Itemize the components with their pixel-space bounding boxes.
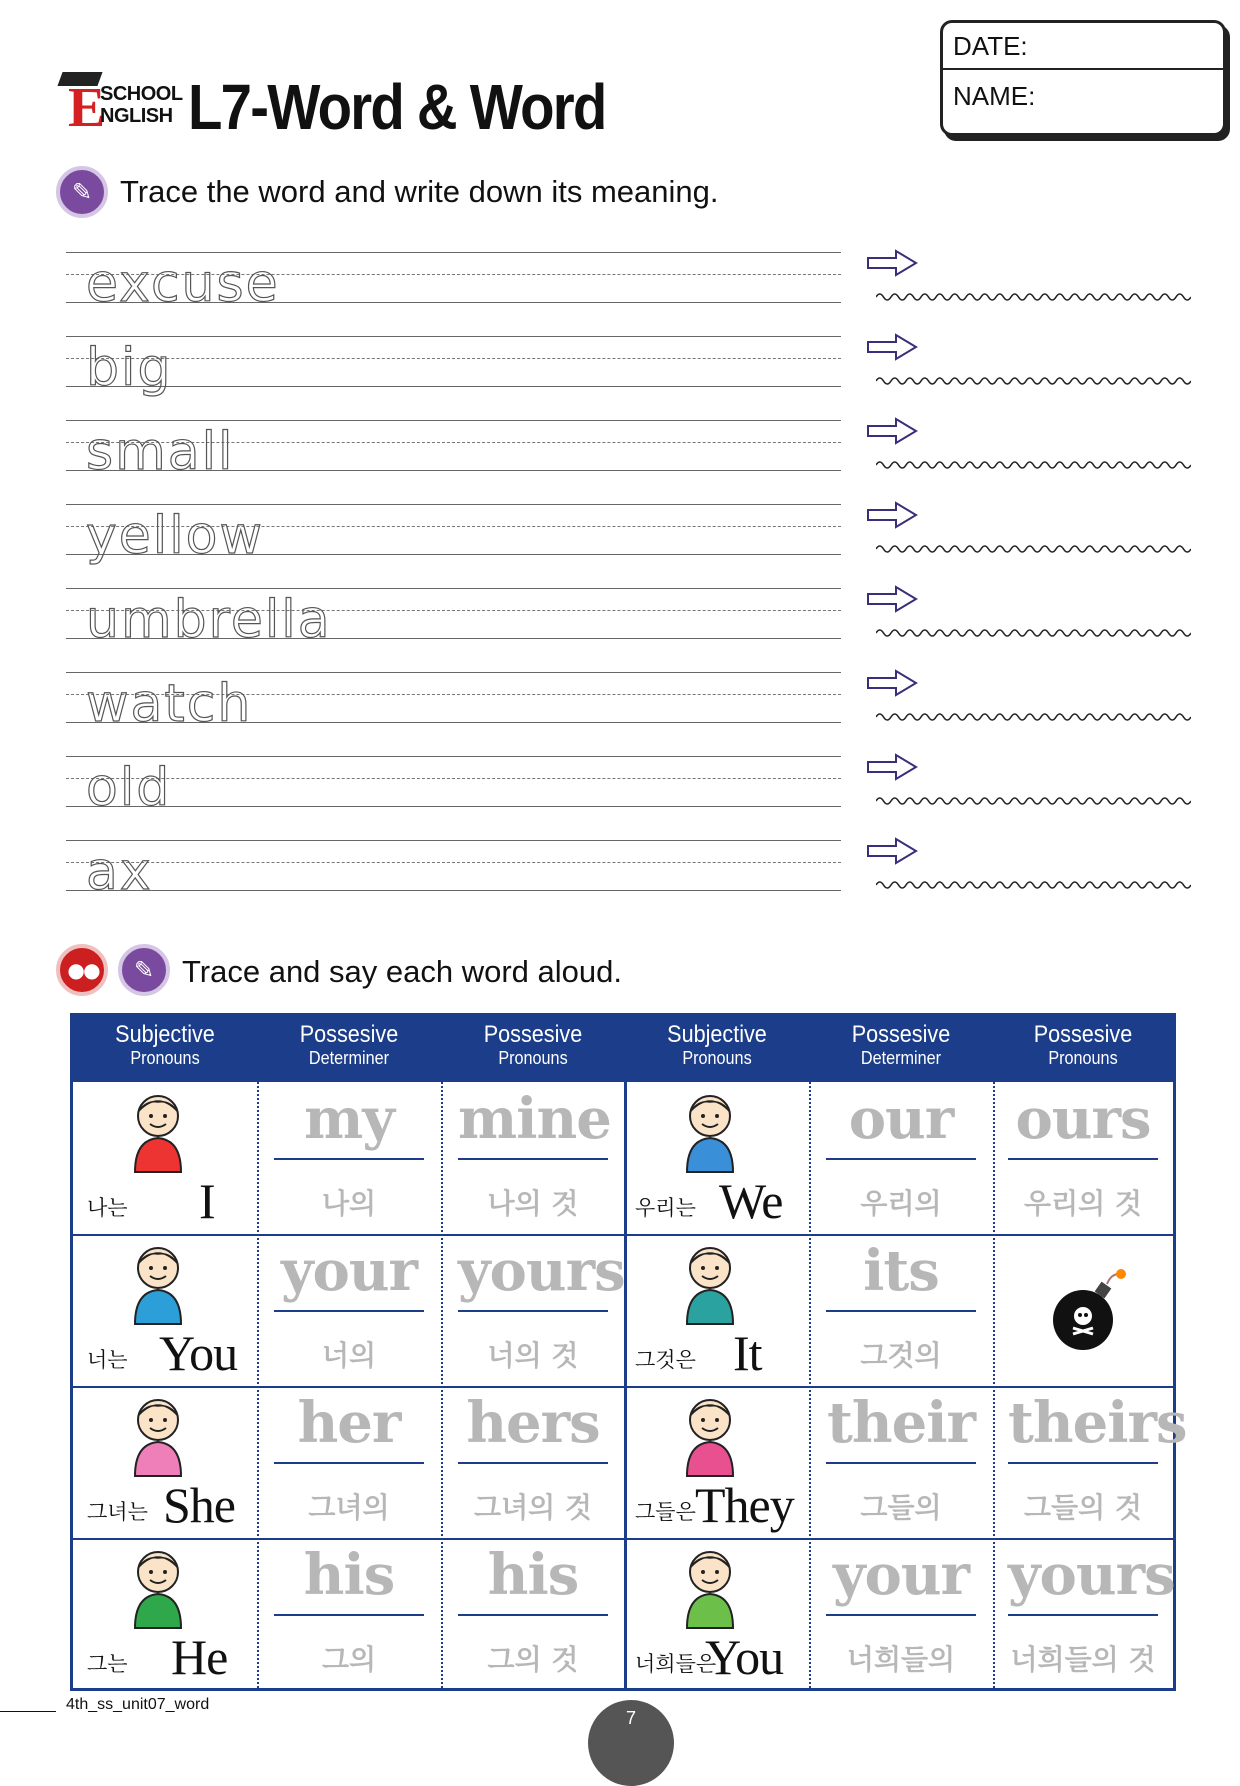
subject-pronoun: He xyxy=(171,1629,228,1685)
page-title: L7-Word & Word xyxy=(188,71,606,143)
logo-initial: E xyxy=(68,77,106,139)
meaning-write-line[interactable] xyxy=(876,374,1191,388)
date-label: DATE: xyxy=(953,31,1028,61)
trace-possessive[interactable]: yours xyxy=(458,1238,625,1304)
instruction-trace-meaning: Trace the word and write down its meaning. xyxy=(120,174,719,209)
arrow-right-icon xyxy=(866,668,920,698)
header-line1: Possesive xyxy=(851,1021,951,1048)
trace-word[interactable]: big xyxy=(86,338,173,398)
guide-line-base xyxy=(66,806,841,807)
bomb-icon xyxy=(1045,1268,1131,1354)
subject-pronoun: They xyxy=(695,1477,794,1533)
korean-subject: 그들은 xyxy=(635,1500,696,1524)
meaning-write-line[interactable] xyxy=(876,710,1191,724)
trace-underline xyxy=(274,1614,424,1616)
header-cell xyxy=(441,1016,625,1082)
meaning-write-line[interactable] xyxy=(876,878,1191,892)
header-line1: Possesive xyxy=(483,1021,583,1048)
korean-subject: 그것은 xyxy=(635,1348,696,1372)
guide-line-top xyxy=(66,252,841,253)
guide-line-top xyxy=(66,504,841,505)
trace-word[interactable]: umbrella xyxy=(86,590,332,650)
trace-word[interactable]: old xyxy=(86,758,172,818)
meaning-write-line[interactable] xyxy=(876,542,1191,556)
child-illustration-icon xyxy=(115,1392,201,1478)
row-divider xyxy=(73,1234,1173,1236)
trace-possessive-korean[interactable]: 나의 것 xyxy=(487,1187,579,1220)
trace-row xyxy=(66,672,1191,756)
trace-word[interactable]: watch xyxy=(86,674,253,734)
trace-row xyxy=(66,756,1191,840)
header-cell xyxy=(625,1016,809,1082)
header-line2: Pronouns xyxy=(682,1048,752,1068)
trace-determiner-korean[interactable]: 그의 xyxy=(321,1643,377,1676)
trace-word[interactable]: yellow xyxy=(86,506,265,566)
child-illustration-icon xyxy=(667,1544,753,1630)
name-label: NAME: xyxy=(953,81,1036,111)
child-illustration-icon xyxy=(115,1240,201,1326)
header-cell xyxy=(257,1016,441,1082)
trace-possessive[interactable]: ours xyxy=(1015,1086,1151,1152)
guide-line-base xyxy=(66,890,841,891)
arrow-right-icon xyxy=(866,500,920,530)
header-line2: Pronouns xyxy=(1048,1048,1118,1068)
trace-row xyxy=(66,336,1191,420)
subject-pronoun: You xyxy=(159,1325,238,1381)
header-line2: Pronouns xyxy=(498,1048,568,1068)
trace-word[interactable]: excuse xyxy=(86,254,280,314)
guide-line-base xyxy=(66,386,841,387)
meaning-write-line[interactable] xyxy=(876,290,1191,304)
child-illustration-icon xyxy=(667,1392,753,1478)
column-divider xyxy=(257,1082,259,1688)
arrow-right-icon xyxy=(866,752,920,782)
trace-underline xyxy=(1008,1462,1158,1464)
meaning-write-line[interactable] xyxy=(876,794,1191,808)
guide-line-top xyxy=(66,672,841,673)
trace-possessive[interactable]: hers xyxy=(466,1390,600,1456)
center-divider xyxy=(624,1016,627,1688)
korean-subject: 너희들은 xyxy=(635,1652,717,1676)
box-divider xyxy=(943,68,1223,70)
instruction-trace-say: Trace and say each word aloud. xyxy=(182,954,622,989)
trace-determiner-korean[interactable]: 나의 xyxy=(321,1187,377,1220)
guide-line-middle xyxy=(66,358,841,359)
header-line1: Subjective xyxy=(667,1021,767,1048)
table-header xyxy=(73,1016,1173,1082)
trace-determiner[interactable]: her xyxy=(297,1390,401,1456)
trace-underline xyxy=(274,1310,424,1312)
trace-underline xyxy=(826,1614,976,1616)
trace-underline xyxy=(1008,1158,1158,1160)
trace-possessive[interactable]: yours xyxy=(1008,1542,1175,1608)
korean-subject: 그녀는 xyxy=(87,1500,148,1524)
guide-line-middle xyxy=(66,778,841,779)
trace-possessive[interactable]: his xyxy=(487,1542,579,1608)
pronoun-table xyxy=(70,1013,1187,1691)
arrow-right-icon xyxy=(866,584,920,614)
child-illustration-icon xyxy=(667,1240,753,1326)
trace-determiner-korean[interactable]: 너의 xyxy=(321,1339,377,1372)
trace-determiner[interactable]: my xyxy=(304,1086,394,1152)
trace-determiner[interactable]: its xyxy=(863,1238,939,1304)
row-divider xyxy=(73,1386,1173,1388)
trace-possessive-korean[interactable]: 그들의 것 xyxy=(1024,1491,1142,1524)
korean-subject: 우리는 xyxy=(635,1196,696,1220)
trace-possessive-korean[interactable]: 너의 것 xyxy=(487,1339,579,1372)
school-english-logo xyxy=(58,72,183,139)
trace-possessive-korean[interactable]: 우리의 것 xyxy=(1024,1187,1142,1220)
guide-line-top xyxy=(66,756,841,757)
trace-possessive-korean[interactable]: 그녀의 것 xyxy=(474,1491,592,1524)
trace-determiner-korean[interactable]: 그들의 xyxy=(860,1491,942,1524)
trace-row xyxy=(66,252,1191,336)
trace-determiner[interactable]: his xyxy=(303,1542,395,1608)
guide-line-top xyxy=(66,588,841,589)
trace-determiner[interactable]: your xyxy=(832,1542,970,1608)
trace-underline xyxy=(458,1158,608,1160)
trace-underline xyxy=(274,1158,424,1160)
meaning-write-line[interactable] xyxy=(876,458,1191,472)
footer-code: 4th_ss_unit07_word xyxy=(66,1696,210,1713)
child-illustration-icon xyxy=(115,1088,201,1174)
footer-rule xyxy=(0,1711,56,1712)
trace-determiner[interactable]: your xyxy=(280,1238,418,1304)
arrow-right-icon xyxy=(866,416,920,446)
trace-underline xyxy=(1008,1614,1158,1616)
trace-determiner-korean[interactable]: 그녀의 xyxy=(308,1491,390,1524)
pencil-icon: ✎ xyxy=(118,944,170,996)
eyes-icon: ● ● xyxy=(56,944,108,996)
trace-word[interactable]: small xyxy=(86,422,235,482)
header-cell xyxy=(73,1016,257,1082)
header-cell xyxy=(809,1016,993,1082)
header-line2: Determiner xyxy=(860,1048,942,1068)
arrow-right-icon xyxy=(866,248,920,278)
trace-row xyxy=(66,504,1191,588)
column-divider xyxy=(993,1082,995,1688)
subject-pronoun: It xyxy=(733,1325,762,1381)
column-divider xyxy=(809,1082,811,1688)
child-illustration-icon xyxy=(115,1544,201,1630)
trace-possessive[interactable]: theirs xyxy=(1008,1390,1187,1456)
trace-underline xyxy=(458,1462,608,1464)
trace-possessive-korean[interactable]: 그의 것 xyxy=(487,1643,579,1676)
header-cell xyxy=(993,1016,1173,1082)
header-line1: Subjective xyxy=(115,1021,215,1048)
trace-row xyxy=(66,840,1191,924)
subject-pronoun: She xyxy=(163,1477,235,1533)
header-line1: Possesive xyxy=(299,1021,399,1048)
meaning-write-line[interactable] xyxy=(876,626,1191,640)
korean-subject: 그는 xyxy=(87,1652,128,1676)
trace-possessive[interactable]: mine xyxy=(458,1086,611,1152)
guide-line-top xyxy=(66,420,841,421)
header-line2: Determiner xyxy=(308,1048,390,1068)
guide-line-top xyxy=(66,336,841,337)
trace-underline xyxy=(826,1158,976,1160)
trace-word[interactable]: ax xyxy=(86,842,153,902)
arrow-right-icon xyxy=(866,332,920,362)
trace-underline xyxy=(458,1614,608,1616)
subject-pronoun: You xyxy=(705,1629,784,1685)
row-divider xyxy=(73,1538,1173,1540)
page-number: 7 xyxy=(588,1700,674,1786)
trace-determiner[interactable]: our xyxy=(848,1086,954,1152)
korean-subject: 나는 xyxy=(87,1196,128,1220)
header-line2: Pronouns xyxy=(130,1048,200,1068)
korean-subject: 너는 xyxy=(87,1348,128,1372)
logo-text-bottom: NGLISH xyxy=(100,105,173,127)
trace-determiner-korean[interactable]: 너희들의 xyxy=(846,1643,956,1676)
trace-determiner[interactable]: their xyxy=(827,1390,975,1456)
column-divider xyxy=(441,1082,443,1688)
trace-possessive-korean[interactable]: 너희들의 것 xyxy=(1010,1643,1156,1676)
subject-pronoun: We xyxy=(719,1173,783,1229)
trace-underline xyxy=(274,1462,424,1464)
trace-row xyxy=(66,588,1191,672)
trace-underline xyxy=(826,1310,976,1312)
guide-line-middle xyxy=(66,862,841,863)
child-illustration-icon xyxy=(667,1088,753,1174)
trace-determiner-korean[interactable]: 우리의 xyxy=(860,1187,942,1220)
trace-underline xyxy=(826,1462,976,1464)
arrow-right-icon xyxy=(866,836,920,866)
guide-line-top xyxy=(66,840,841,841)
subject-pronoun: I xyxy=(199,1173,215,1229)
logo-text-top: SCHOOL xyxy=(100,83,183,105)
trace-row xyxy=(66,420,1191,504)
trace-determiner-korean[interactable]: 그것의 xyxy=(860,1339,942,1372)
header-line1: Possesive xyxy=(1033,1021,1133,1048)
pencil-icon: ✎ xyxy=(56,166,108,218)
date-name-box xyxy=(940,20,1226,136)
trace-underline xyxy=(458,1310,608,1312)
